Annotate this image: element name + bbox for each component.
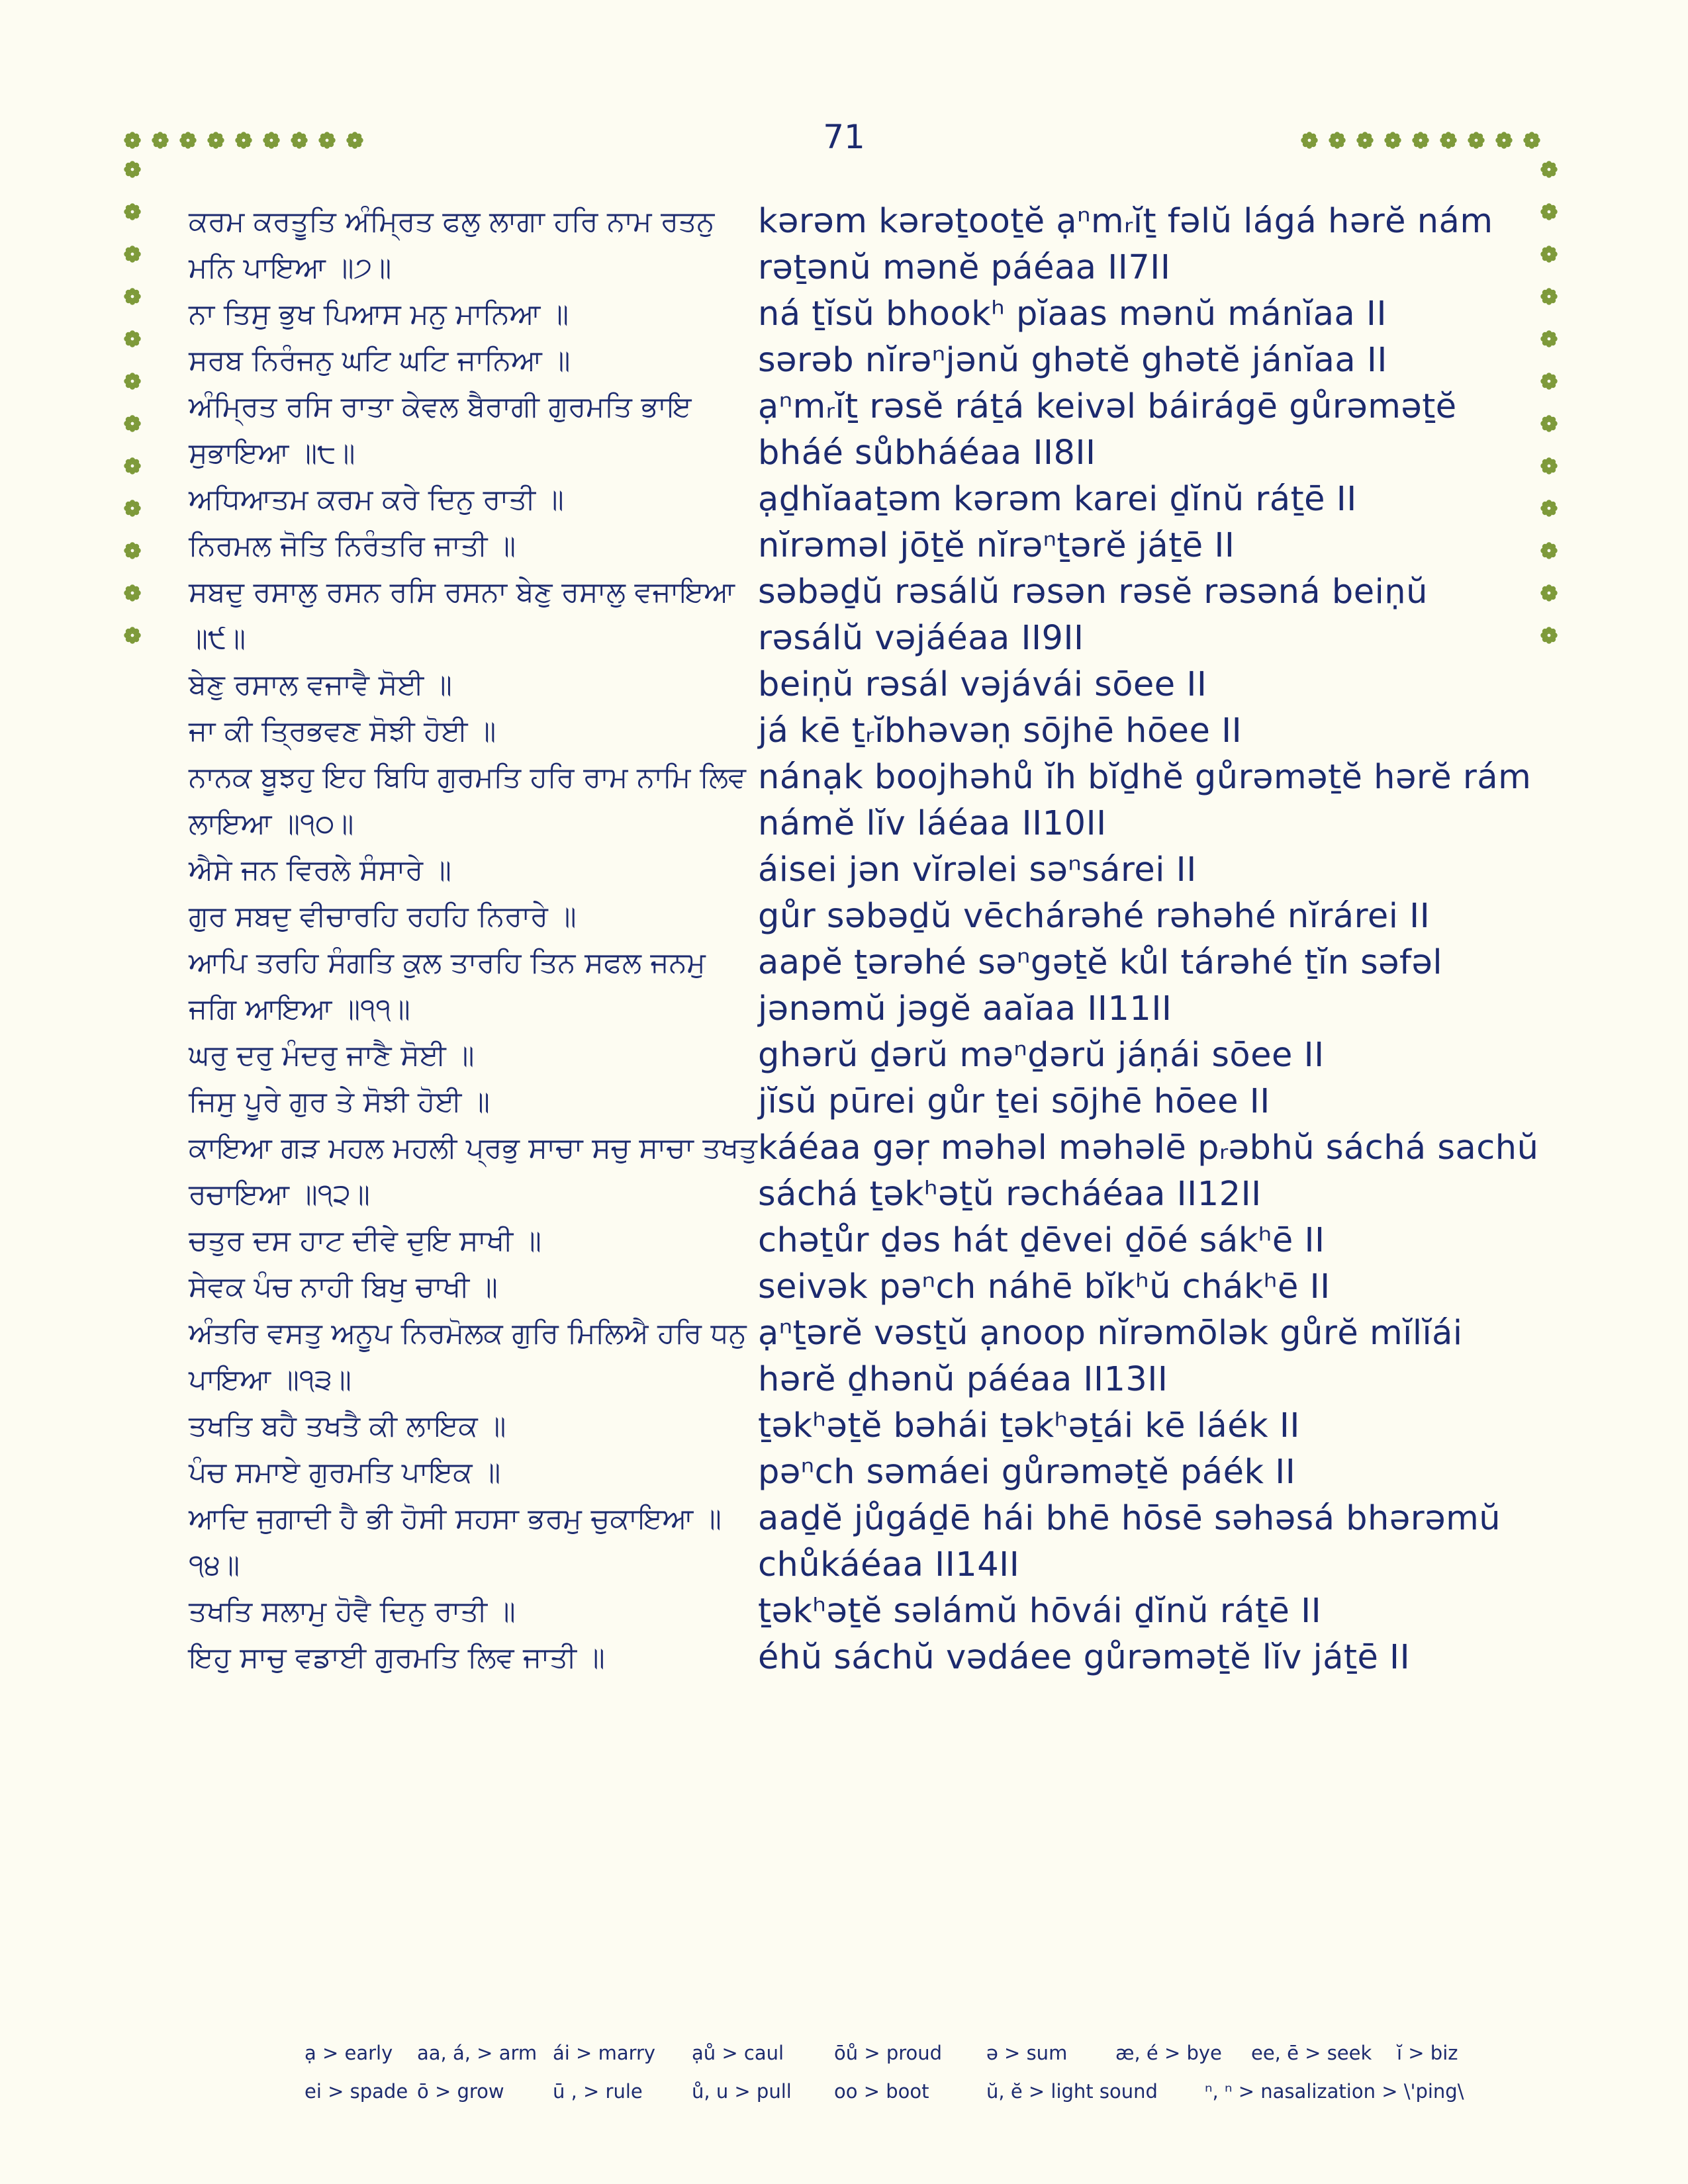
- verse-row: [189, 291, 1539, 338]
- transliteration-line: aapĕ ṯərəhé səⁿgəṯĕ kůl tárəhé ṯĭn səfəl jənəmŭ jəgĕ aaĭaa II11II: [758, 943, 1443, 1028]
- transliteration-line: ạⁿṯərĕ vəsṯŭ ạnoop nĭrəmōlək gůrĕ mĭlĭái hərĕ ḏhənŭ páéaa II13II: [758, 1314, 1463, 1399]
- legend-item: ōů > proud: [834, 2042, 943, 2064]
- flower-ornament-icon: [1438, 130, 1458, 150]
- gurmukhi-line: ਅੰਮ੍ਰਿਤ ਰਸਿ ਰਾਤਾ ਕੇਵਲ ਬੈਰਾਗੀ ਗੁਰਮਤਿ ਭਾਇ ਸੁਭਾਇਆ ॥੮॥: [189, 390, 692, 470]
- gurmukhi-line: ਨਾਨਕ ਬੂਝਹੁ ਇਹ ਬਿਧਿ ਗੁਰਮਤਿ ਹਰਿ ਰਾਮ ਨਾਮਿ ਲਿਵ ਲਾਇਆ ॥੧੦॥: [189, 761, 746, 841]
- gurmukhi-line: ਗੁਰ ਸਬਦੁ ਵੀਚਾਰਹਿ ਰਹਹਿ ਨਿਰਾਰੇ ॥: [189, 900, 577, 933]
- gurmukhi-line: ਆਦਿ ਜੁਗਾਦੀ ਹੈ ਭੀ ਹੋਸੀ ਸਹਸਾ ਭਰਮੁ ਚੁਕਾਇਆ ॥੧੪॥: [189, 1502, 722, 1582]
- verse-row: [189, 199, 1539, 291]
- verse-row: [189, 1218, 1539, 1264]
- verse-row: [189, 1496, 1539, 1588]
- transliteration-line: beiṇŭ rəsál vəjávái sōee II: [758, 665, 1207, 704]
- gurmukhi-line: ਨਿਰਮਲ ਜੋਤਿ ਨਿਰੰਤਰਿ ਜਾਤੀ ॥: [189, 529, 516, 563]
- flower-ornament-icon: [122, 202, 142, 222]
- transliteration-line: já kē ṯᵣĭbhəvəṇ sōjhē hōee II: [758, 711, 1243, 751]
- flower-ornament-icon: [178, 130, 198, 150]
- gurmukhi-line: ਸਰਬ ਨਿਰੰਜਨੁ ਘਟਿ ਘਟਿ ਜਾਨਿਆ ॥: [189, 344, 571, 377]
- verse-row: [189, 1079, 1539, 1125]
- legend-item: ee, ē > seek: [1251, 2042, 1372, 2064]
- legend-item: ei > spade: [305, 2080, 408, 2103]
- transliteration-line: éhŭ sáchŭ vədáee gůrəməṯĕ lĭv jáṯē II: [758, 1638, 1411, 1677]
- flower-ornament-icon: [1299, 130, 1319, 150]
- transliteration-line: jĭsŭ pūrei gůr ṯei sōjhē hōee II: [758, 1082, 1270, 1121]
- legend-item: ái > marry: [553, 2042, 656, 2064]
- verse-row: [189, 1403, 1539, 1449]
- flower-ornament-icon: [1539, 329, 1559, 349]
- transliteration-line: chəṯůr ḏəs hát ḏēvei ḏōé sákʰē II: [758, 1221, 1325, 1260]
- verse-row: [189, 893, 1539, 940]
- flower-ornament-icon: [1539, 159, 1559, 179]
- flower-ornament-icon: [1539, 625, 1559, 645]
- gurmukhi-line: ਨਾ ਤਿਸੁ ਭੁਖ ਪਿਆਸ ਮਨੁ ਮਾਨਿਆ ॥: [189, 298, 569, 331]
- flower-ornament-icon: [122, 456, 142, 476]
- flower-ornament-icon: [1539, 583, 1559, 603]
- flower-ornament-icon: [1383, 130, 1403, 150]
- legend-item: ū , > rule: [553, 2080, 643, 2103]
- flower-ornament-icon: [1522, 130, 1542, 150]
- flower-ornament-icon: [1539, 287, 1559, 306]
- legend-item: ĭ > biz: [1397, 2042, 1458, 2064]
- flower-ornament-icon: [122, 541, 142, 561]
- gurmukhi-line: ਪੰਚ ਸਮਾਏ ਗੁਰਮਤਿ ਪਾਇਕ ॥: [189, 1456, 501, 1489]
- transliteration-line: ṯəkʰəṯĕ bəhái ṯəkʰəṯái kē láék II: [758, 1406, 1300, 1445]
- verse-row: [189, 940, 1539, 1032]
- transliteration-line: pəⁿch səmáei gůrəməṯĕ páék II: [758, 1453, 1296, 1492]
- transliteration-line: seivək pəⁿch náhē bĭkʰŭ chákʰē II: [758, 1267, 1331, 1306]
- flower-ornament-icon: [1539, 414, 1559, 433]
- transliteration-line: kərəm kərəṯooṯĕ ạⁿmᵣĭṯ fəlŭ lágá hərĕ nám rəṯənŭ mənĕ páéaa II7II: [758, 202, 1493, 287]
- flower-ornament-icon: [206, 130, 226, 150]
- transliteration-line: sərəb nĭrəⁿjənŭ ghətĕ ghətĕ jánĭaa II: [758, 341, 1387, 380]
- gurmukhi-line: ਜਿਸੁ ਪੂਰੇ ਗੁਰ ਤੇ ਸੋਝੀ ਹੋਈ ॥: [189, 1085, 490, 1118]
- flower-ornament-icon: [345, 130, 365, 150]
- transliteration-line: ghərŭ ḏərŭ məⁿḏərŭ jáṇái sōee II: [758, 1036, 1325, 1075]
- flower-ornament-icon: [122, 329, 142, 349]
- flower-ornament-icon: [122, 159, 142, 179]
- legend-item: æ, é > bye: [1115, 2042, 1222, 2064]
- legend-item: ⁿ, ⁿ > nasalization > \'ping\: [1205, 2080, 1464, 2103]
- flower-ornament-icon: [122, 244, 142, 264]
- gurmukhi-line: ਸੇਵਕ ਪੰਚ ਨਾਹੀ ਬਿਖੁ ਚਾਖੀ ॥: [189, 1271, 498, 1304]
- gurmukhi-line: ਐਸੇ ਜਨ ਵਿਰਲੇ ਸੰਸਾਰੇ ॥: [189, 854, 451, 887]
- flower-ornament-icon: [1539, 244, 1559, 264]
- verse-row: [189, 569, 1539, 662]
- transliteration-line: káéaa gəṛ məhəl məhəlē pᵣəbhŭ sáchá sachŭ sáchá ṯəkʰəṯŭ rəcháéaa II12II: [758, 1128, 1539, 1214]
- transliteration-line: aaḏĕ jůgáḏē hái bhē hōsē səhəsá bhərəmŭ chůkáéaa II14II: [758, 1499, 1501, 1584]
- gurmukhi-line: ਬੇਣੁ ਰਸਾਲ ਵਜਾਵੈ ਸੋਈ ॥: [189, 668, 452, 702]
- gurmukhi-line: ਅੰਤਰਿ ਵਸਤੁ ਅਨੂਪ ਨਿਰਮੋਲਕ ਗੁਰਿ ਮਿਲਿਐ ਹਰਿ ਧਨੁ ਪਾਇਆ ॥੧੩॥: [189, 1317, 747, 1396]
- legend-item: ů, u > pull: [692, 2080, 792, 2103]
- gurmukhi-line: ਕਾਇਆ ਗੜ ਮਹਲ ਮਹਲੀ ਪ੍ਰਭੁ ਸਾਚਾ ਸਚੁ ਸਾਚਾ ਤਖਤੁ ਰਚਾਇਆ ॥੧੨॥: [189, 1132, 757, 1211]
- flower-ornament-icon: [1539, 202, 1559, 222]
- verse-row: [189, 1588, 1539, 1635]
- verse-row: [189, 1125, 1539, 1218]
- gurmukhi-line: ਅਧਿਆਤਮ ਕਰਮ ਕਰੇ ਦਿਨੁ ਰਾਤੀ ॥: [189, 483, 564, 516]
- transliteration-line: ná ṯĭsŭ bhookʰ pĭaas mənŭ mánĭaa II: [758, 295, 1387, 334]
- flower-ornament-icon: [122, 414, 142, 433]
- flower-ornament-icon: [1494, 130, 1514, 150]
- flower-ornament-icon: [1466, 130, 1486, 150]
- legend-item: ạ > early: [305, 2042, 393, 2064]
- legend-item: ạů > caul: [692, 2042, 784, 2064]
- flower-ornament-icon: [122, 371, 142, 391]
- gurmukhi-line: ਚਤੁਰ ਦਸ ਹਾਟ ਦੀਵੇ ਦੁਇ ਸਾਖੀ ॥: [189, 1224, 541, 1257]
- flower-ornament-icon: [1411, 130, 1430, 150]
- gurmukhi-line: ਤਖਤਿ ਬਹੈ ਤਖਤੈ ਕੀ ਲਾਇਕ ॥: [189, 1410, 506, 1443]
- transliteration-line: gůr səbəḏŭ vēchárəhé rəhəhé nĭrárei II: [758, 897, 1430, 936]
- verse-row: [189, 523, 1539, 569]
- flower-ornament-icon: [1539, 456, 1559, 476]
- transliteration-line: nánạk boojhəhů ĭh bĭḏhĕ gůrəməṯĕ hərĕ rám námĕ lĭv láéaa II10II: [758, 758, 1532, 843]
- flower-ornament-icon: [122, 498, 142, 518]
- flower-ornament-icon: [261, 130, 281, 150]
- transliteration-line: ṯəkʰəṯĕ səlámŭ hōvái ḏĭnŭ ráṯē II: [758, 1592, 1322, 1631]
- verse-row: [189, 847, 1539, 893]
- verse-row: [189, 1310, 1539, 1403]
- transliteration-line: ạḏhĭaaṯəm kərəm karei ḏĭnŭ ráṯē II: [758, 480, 1357, 519]
- flower-ornament-icon: [122, 287, 142, 306]
- flower-ornament-icon: [122, 130, 142, 150]
- flower-ornament-icon: [1539, 541, 1559, 561]
- verse-row: [189, 338, 1539, 384]
- flower-ornament-icon: [1539, 498, 1559, 518]
- verse-row: [189, 754, 1539, 847]
- gurmukhi-line: ਕਰਮ ਕਰਤੂਤਿ ਅੰਮ੍ਰਿਤ ਫਲੁ ਲਾਗਾ ਹਰਿ ਨਾਮ ਰਤਨੁ ਮਨਿ ਪਾਇਆ ॥੭॥: [189, 205, 715, 285]
- transliteration-line: ạⁿmᵣĭṯ rəsĕ ráṯá keivəl báirágē gůrəməṯĕ bháé sůbháéaa II8II: [758, 387, 1457, 473]
- verse-row: [189, 662, 1539, 708]
- verse-row: [189, 1449, 1539, 1496]
- legend-item: ō > grow: [417, 2080, 504, 2103]
- gurmukhi-line: ਘਰੁ ਦਰੁ ਮੰਦਰੁ ਜਾਣੈ ਸੋਈ ॥: [189, 1039, 475, 1072]
- gurmukhi-line: ਆਪਿ ਤਰਹਿ ਸੰਗਤਿ ਕੁਲ ਤਾਰਹਿ ਤਿਨ ਸਫਲ ਜਨਮੁ ਜਗਿ ਆਇਆ ॥੧੧॥: [189, 946, 706, 1026]
- gurmukhi-line: ਇਹੁ ਸਾਚੁ ਵਡਾਈ ਗੁਰਮਤਿ ਲਿਵ ਜਾਤੀ ॥: [189, 1641, 605, 1674]
- verse-row: [189, 1032, 1539, 1079]
- gurmukhi-line: ਸਬਦੁ ਰਸਾਲੁ ਰਸਨ ਰਸਿ ਰਸਨਾ ਬੇਣੁ ਰਸਾਲੁ ਵਜਾਇਆ ॥੯॥: [189, 576, 735, 655]
- legend-item: aa, á, > arm: [417, 2042, 538, 2064]
- transliteration-line: nĭrəməl jōṯĕ nĭrəⁿṯərĕ jáṯē II: [758, 526, 1235, 565]
- flower-ornament-icon: [289, 130, 309, 150]
- flower-ornament-icon: [122, 625, 142, 645]
- flower-ornament-icon: [150, 130, 170, 150]
- flower-ornament-icon: [1355, 130, 1375, 150]
- verse-row: [189, 384, 1539, 477]
- gurmukhi-line: ਤਖਤਿ ਸਲਾਮੁ ਹੋਵੈ ਦਿਨੁ ਰਾਤੀ ॥: [189, 1595, 516, 1628]
- verse-row: [189, 1635, 1539, 1681]
- verse-row: [189, 1264, 1539, 1310]
- transliteration-line: səbəḏŭ rəsálŭ rəsən rəsĕ rəsəná beiṇŭ rəsálŭ vəjáéaa II9II: [758, 572, 1428, 658]
- flower-ornament-icon: [234, 130, 254, 150]
- verse-row: [189, 708, 1539, 754]
- gurmukhi-line: ਜਾ ਕੀ ਤ੍ਰਿਭਵਣ ਸੋਝੀ ਹੋਈ ॥: [189, 715, 496, 748]
- page-number: 71: [823, 118, 865, 156]
- flower-ornament-icon: [1327, 130, 1347, 150]
- verse-table: [189, 199, 1539, 1681]
- verse-row: [189, 477, 1539, 523]
- flower-ornament-icon: [317, 130, 337, 150]
- flower-ornament-icon: [1539, 371, 1559, 391]
- flower-ornament-icon: [122, 583, 142, 603]
- legend-item: ŭ, ĕ > light sound: [986, 2080, 1158, 2103]
- legend-item: ə > sum: [986, 2042, 1068, 2064]
- transliteration-line: áisei jən vĭrəlei səⁿsárei II: [758, 850, 1197, 889]
- legend-item: oo > boot: [834, 2080, 929, 2103]
